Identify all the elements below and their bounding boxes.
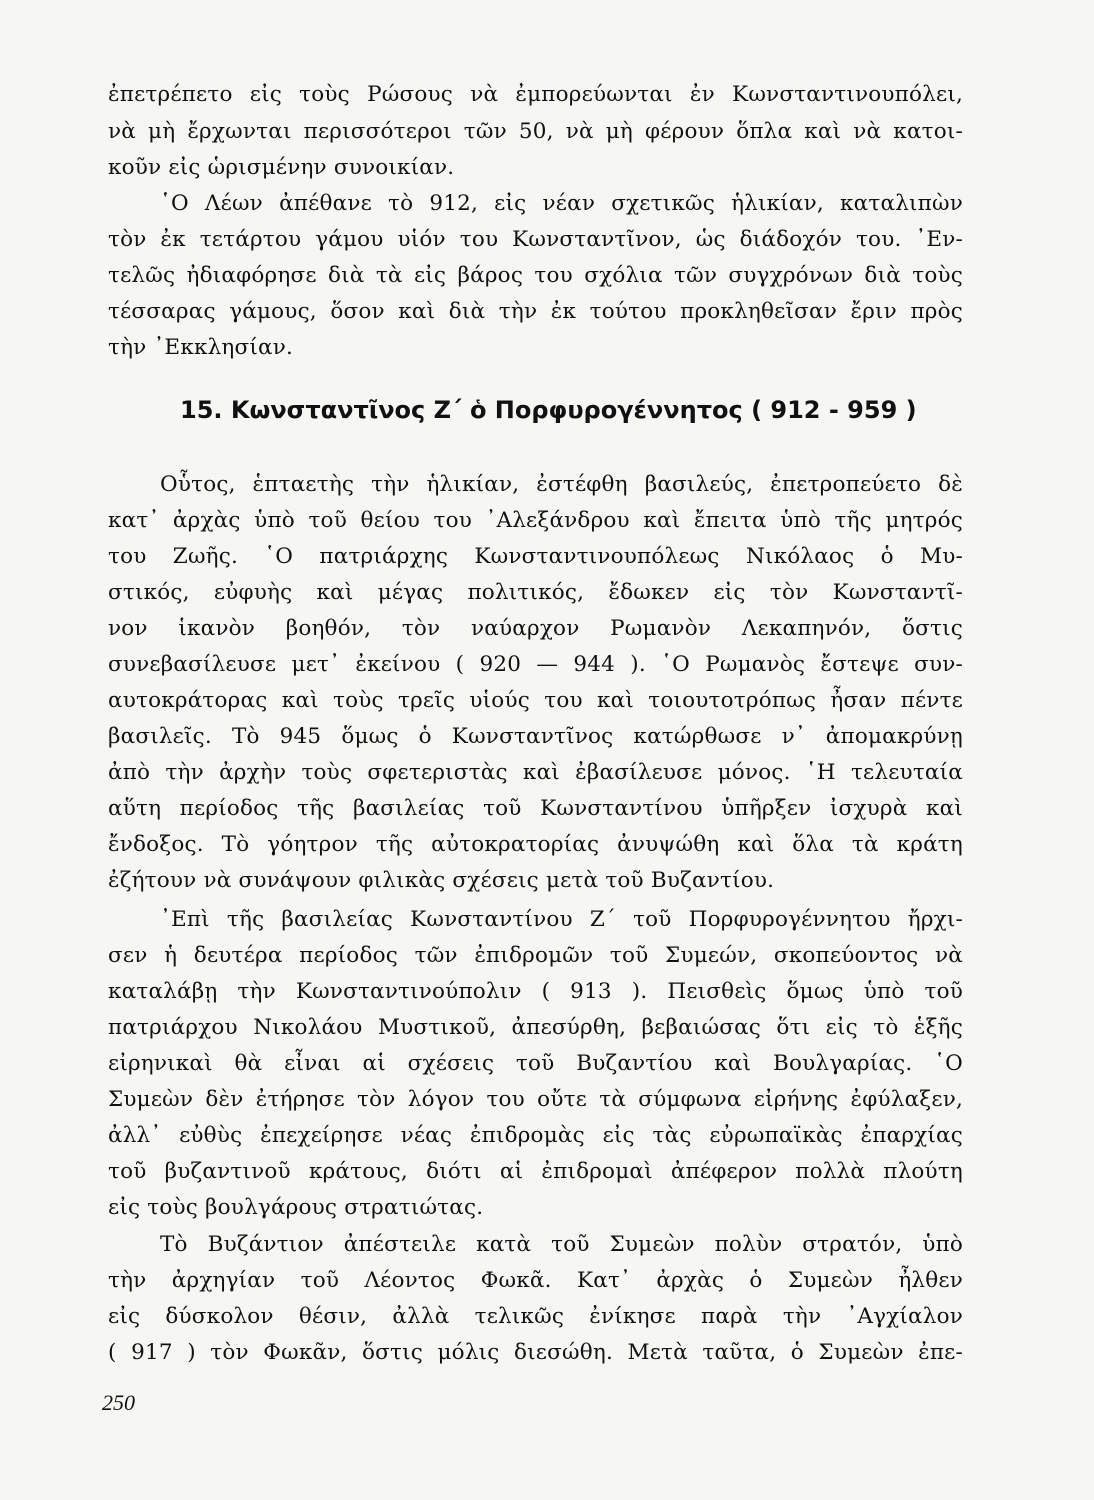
text-line: καταλάβῃ τὴν Κωνσταντινούπολιν ( 913 ). Πεισθεὶς ὅμως ὑπὸ τοῦ — [108, 979, 963, 1004]
text-line: κατ᾿ ἀρχὰς ὑπὸ τοῦ θείου του ᾿Αλεξάνδρου καὶ ἔπειτα ὑπὸ τῆς μητρός — [108, 508, 963, 533]
text-line: κοῦν εἰς ὡρισμένην συνοικίαν. — [108, 155, 455, 180]
text-line: συνεβασίλευσε μετ᾿ ἐκείνου ( 920 — 944 ). ῾Ο Ρωμανὸς ἔστεψε συν- — [108, 652, 963, 677]
text-line: τέσσαρας γάμους, ὅσον καὶ διὰ τὴν ἐκ τούτου προκληθεῖσαν ἔριν πρὸς — [108, 299, 963, 324]
text-line: ἀλλ᾿ εὐθὺς ἐπεχείρησε νέας ἐπιδρομὰς εἰς τὰς εὐρωπαϊκὰς ἐπαρχίας — [108, 1123, 963, 1148]
text-line: τὴν ᾿Εκκλησίαν. — [108, 335, 294, 360]
text-line: σεν ἡ δευτέρα περίοδος τῶν ἐπιδρομῶν τοῦ Συμεών, σκοπεύοντος νὰ — [108, 943, 963, 968]
text-line: τὴν ἀρχηγίαν τοῦ Λέοντος Φωκᾶ. Κατ᾿ ἀρχὰς ὁ Συμεὼν ἦλθεν — [108, 1268, 963, 1293]
page-number: 250 — [102, 1390, 135, 1415]
text-line: Τὸ Βυζάντιον ἀπέστειλε κατὰ τοῦ Συμεὼν πολὺν στρατόν, ὑπὸ — [160, 1232, 963, 1257]
text-line: ᾿Επὶ τῆς βασιλείας Κωνσταντίνου Ζ΄ τοῦ Πορφυρογέννητου ἤρχι- — [160, 907, 963, 932]
text-line: στικός, εὐφυὴς καὶ μέγας πολιτικός, ἔδωκεν εἰς τὸν Κωνσταντῖ- — [108, 580, 963, 605]
text-line: τὸν ἐκ τετάρτου γάμου υἱόν του Κωνσταντῖνον, ὡς διάδοχόν του. ᾿Εν- — [108, 227, 963, 252]
text-line: εἰς τοὺς βουλγάρους στρατιώτας. — [108, 1195, 484, 1220]
text-line: βασιλεῖς. Τὸ 945 ὅμως ὁ Κωνσταντῖνος κατώρθωσε ν᾿ ἀπομακρύνῃ — [108, 724, 963, 749]
text-line: ( 917 ) τὸν Φωκᾶν, ὅστις μόλις διεσώθη. Μετὰ ταῦτα, ὁ Συμεὼν ἐπε- — [108, 1340, 963, 1365]
text-line: αυτοκράτορας καὶ τοὺς τρεῖς υἱούς του καὶ τοιουτοτρόπως ἦσαν πέντε — [108, 688, 963, 713]
text-line: του Ζωῆς. ῾Ο πατριάρχης Κωνσταντινουπόλεως Νικόλαος ὁ Μυ- — [108, 544, 963, 569]
text-line: τοῦ βυζαντινοῦ κράτους, διότι αἱ ἐπιδρομαὶ ἀπέφερον πολλὰ πλούτη — [108, 1159, 963, 1184]
text-line: ἐζήτουν νὰ συνάψουν φιλικὰς σχέσεις μετὰ τοῦ Βυζαντίου. — [108, 868, 775, 893]
text-line: πατριάρχου Νικολάου Μυστικοῦ, ἀπεσύρθη, βεβαιώσας ὅτι εἰς τὸ ἑξῆς — [108, 1015, 963, 1040]
text-line: ἀπὸ τὴν ἀρχὴν τοὺς σφετεριστὰς καὶ ἐβασίλευσε μόνος. ῾Η τελευταία — [108, 760, 963, 785]
text-line: ῾Ο Λέων ἀπέθανε τὸ 912, εἰς νέαν σχετικῶς ἡλικίαν, καταλιπὼν — [160, 191, 963, 216]
text-line: τελῶς ἠδιαφόρησε διὰ τὰ εἰς βάρος του σχόλια τῶν συγχρόνων διὰ τοὺς — [108, 263, 963, 288]
text-line: ἔνδοξος. Τὸ γόητρον τῆς αὐτοκρατορίας ἀνυψώθη καὶ ὅλα τὰ κράτη — [108, 832, 963, 857]
text-line: νον ἱκανὸν βοηθόν, τὸν ναύαρχον Ρωμανὸν Λεκαπηνόν, ὅστις — [108, 616, 963, 641]
text-line: Συμεὼν δὲν ἐτήρησε τὸν λόγον του οὔτε τὰ σύμφωνα εἰρήνης ἐφύλαξεν, — [108, 1087, 963, 1112]
text-line: εἰρηνικαὶ θὰ εἶναι αἱ σχέσεις τοῦ Βυζαντίου καὶ Βουλγαρίας. ῾Ο — [108, 1051, 963, 1076]
text-line: νὰ μὴ ἔρχωνται περισσότεροι τῶν 50, νὰ μὴ φέρουν ὅπλα καὶ νὰ κατοι- — [108, 119, 963, 144]
text-line: ἐπετρέπετο εἰς τοὺς Ρώσους νὰ ἐμπορεύωνται ἐν Κωνσταντινουπόλει, — [108, 82, 963, 107]
section-heading: 15. Κωνσταντῖνος Ζ΄ ὁ Πορφυρογέννητος ( 912 - 959 ) — [180, 396, 917, 424]
text-line: Οὗτος, ἑπταετὴς τὴν ἡλικίαν, ἐστέφθη βασιλεύς, ἐπετροπεύετο δὲ — [160, 472, 963, 497]
text-line: αὕτη περίοδος τῆς βασιλείας τοῦ Κωνσταντίνου ὑπῆρξεν ἰσχυρὰ καὶ — [108, 796, 963, 821]
text-line: εἰς δύσκολον θέσιν, ἀλλὰ τελικῶς ἐνίκησε παρὰ τὴν ᾿Αγχίαλον — [108, 1304, 963, 1329]
